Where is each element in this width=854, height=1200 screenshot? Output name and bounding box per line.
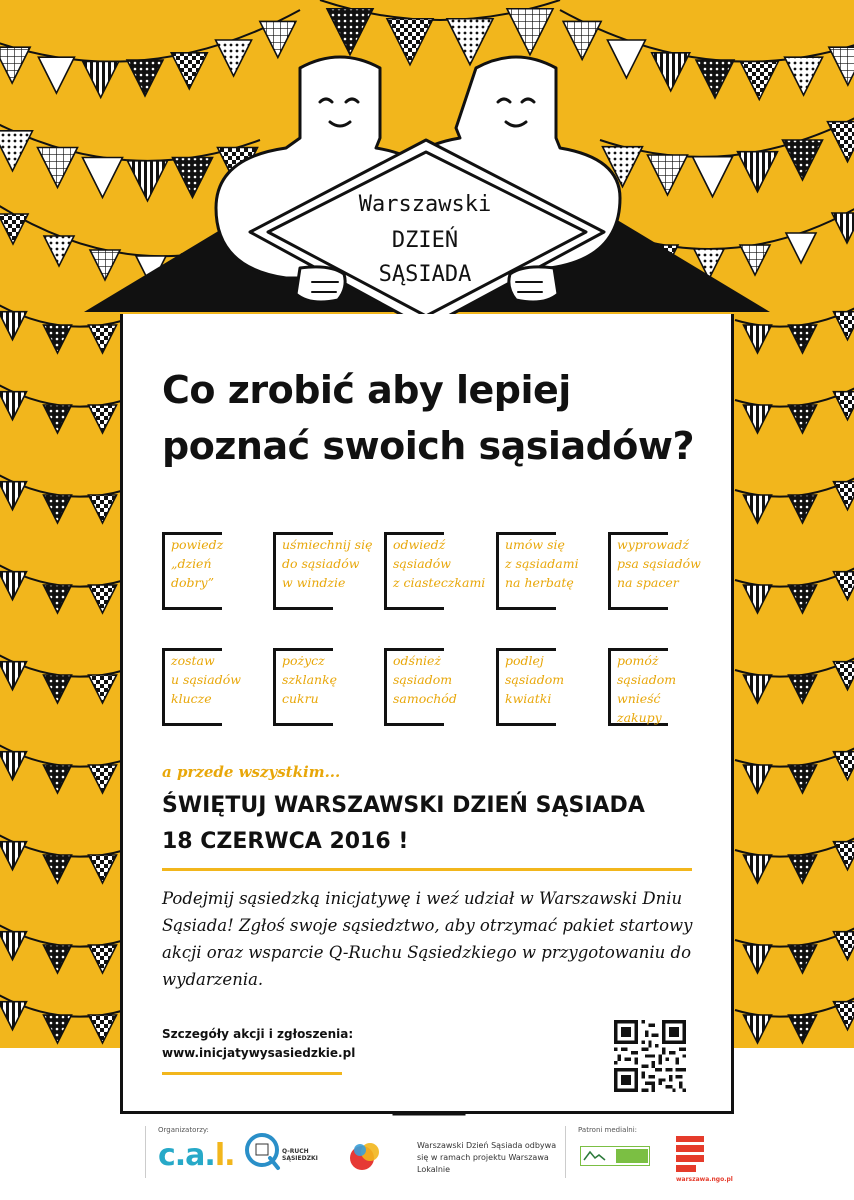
tip-text: odśnież sąsiadom samochód bbox=[393, 653, 457, 706]
bunting-pennant bbox=[0, 131, 33, 171]
bunting-pennant bbox=[89, 325, 117, 353]
details-block bbox=[162, 1025, 355, 1063]
bunting-pennant bbox=[786, 233, 816, 263]
bunting-pennant bbox=[789, 325, 817, 353]
sign-line-1: Warszawski bbox=[358, 192, 492, 217]
details-underline bbox=[162, 1072, 342, 1075]
bunting-pennant bbox=[744, 855, 772, 883]
bunting-pennant bbox=[563, 21, 601, 59]
tip-text: zostaw u sąsiadów klucze bbox=[171, 653, 241, 706]
footer-note: Warszawski Dzień Sąsiada odbywa się w ramach projektu Warszawa Lokalnie bbox=[417, 1141, 557, 1174]
bunting-pennant bbox=[89, 585, 117, 613]
bunting-pennant bbox=[744, 765, 772, 793]
bunting-pennant bbox=[260, 21, 296, 57]
bunting-pennant bbox=[834, 482, 854, 510]
bunting-pennant bbox=[89, 1015, 117, 1043]
footer-divider bbox=[145, 1126, 146, 1178]
bunting-pennant bbox=[447, 19, 493, 65]
bunting-pennant bbox=[0, 47, 30, 83]
tip-item bbox=[496, 532, 606, 612]
bunting-pennant bbox=[740, 61, 778, 99]
bunting-pennant bbox=[783, 140, 823, 180]
bunting-pennant bbox=[83, 61, 119, 97]
tip-item bbox=[273, 648, 383, 728]
bunting-pennant bbox=[171, 53, 207, 89]
bunting-pennant bbox=[696, 60, 734, 98]
bunting-pennant bbox=[44, 1015, 72, 1043]
ngo-logo-text: warszawa.ngo.pl bbox=[676, 1176, 733, 1183]
celebrate-line-2: 18 CZERWCA 2016 ! bbox=[162, 829, 409, 854]
tip-text: powiedz „dzień dobry” bbox=[171, 537, 224, 590]
bunting-pennant bbox=[44, 855, 72, 883]
bunting-pennant bbox=[0, 662, 27, 690]
bunting-pennant bbox=[89, 675, 117, 703]
bunting-pennant bbox=[0, 572, 27, 600]
celebrate-heading bbox=[162, 788, 645, 860]
bunting-pennant bbox=[89, 405, 117, 433]
bunting-pennant bbox=[387, 19, 433, 65]
bunting-pennant bbox=[785, 57, 823, 95]
tip-text: odwiedź sąsiadów z ciasteczkami bbox=[393, 537, 486, 590]
bunting-pennant bbox=[0, 842, 27, 870]
bunting-pennant bbox=[652, 53, 690, 91]
bunting-pennant bbox=[0, 752, 27, 780]
tip-item bbox=[384, 532, 494, 612]
bunting-pennant bbox=[829, 47, 854, 85]
headline bbox=[162, 362, 742, 474]
headline-line-2: poznać swoich sąsiadów? bbox=[162, 424, 695, 468]
bunting-pennant bbox=[744, 1015, 772, 1043]
tip-item bbox=[273, 532, 383, 612]
bunting-pennant bbox=[38, 57, 74, 93]
q-ruch-logo-text: Q-RUCH SĄSIEDZKI bbox=[282, 1148, 318, 1162]
bunting-pennant bbox=[744, 405, 772, 433]
divider bbox=[162, 868, 692, 871]
bunting-pennant bbox=[789, 585, 817, 613]
accent-text: a przede wszystkim... bbox=[162, 763, 341, 781]
bunting-pennant bbox=[789, 495, 817, 523]
q-ruch-logo-icon bbox=[244, 1132, 284, 1172]
tip-item bbox=[496, 648, 606, 728]
warszawa-lokalnie-logo-icon bbox=[348, 1138, 384, 1174]
sign-line-3: SĄSIADA bbox=[378, 262, 472, 287]
bunting-pennant bbox=[607, 40, 645, 78]
bunting-pennant bbox=[744, 495, 772, 523]
bunting-pennant bbox=[744, 585, 772, 613]
logo-cal-main: c.a. bbox=[158, 1138, 215, 1173]
ngo-logo-icon bbox=[676, 1136, 704, 1174]
bunting-pennant bbox=[89, 945, 117, 973]
bunting-pennant bbox=[789, 675, 817, 703]
bunting-pennant bbox=[44, 405, 72, 433]
bunting-pennant bbox=[44, 585, 72, 613]
bunting-pennant bbox=[834, 392, 854, 420]
bunting-pennant bbox=[789, 945, 817, 973]
bunting-pennant bbox=[789, 765, 817, 793]
tip-item bbox=[608, 532, 718, 612]
bunting-pennant bbox=[44, 765, 72, 793]
tip-text: pożycz szklankę cukru bbox=[282, 653, 338, 706]
bunting-pennant bbox=[738, 152, 778, 192]
tip-text: wyprowadź psa sąsiadów na spacer bbox=[617, 537, 701, 590]
bunting-pennant bbox=[90, 250, 120, 280]
bunting-pennant bbox=[507, 9, 553, 55]
tip-text: umów się z sąsiadami na herbatę bbox=[505, 537, 579, 590]
invite-paragraph: Podejmij sąsiedzką inicjatywę i weź udział w Warszawski Dniu Sąsiada! Zgłoś swoje sąsiedztwo, aby otrzymać pakiet startowy akcji oraz wsparcie Q-Ruchu Sąsiedzkiego w przygotowaniu do wydarzenia. bbox=[162, 889, 693, 989]
bunting-pennant bbox=[789, 1015, 817, 1043]
bunting-pennant bbox=[44, 236, 74, 266]
bunting-pennant bbox=[744, 675, 772, 703]
bunting-pennant bbox=[693, 157, 733, 197]
bunting-pennant bbox=[89, 765, 117, 793]
bunting-pennant bbox=[744, 945, 772, 973]
bunting-pennant bbox=[832, 213, 854, 243]
tip-item bbox=[162, 648, 272, 728]
bunting-pennant bbox=[828, 122, 854, 162]
bunting-pennant bbox=[789, 855, 817, 883]
details-url[interactable]: www.inicjatywysasiedzkie.pl bbox=[162, 1046, 356, 1060]
bunting-pennant bbox=[44, 495, 72, 523]
tip-text: uśmiechnij się do sąsiadów w windzie bbox=[282, 537, 373, 590]
bunting-pennant bbox=[173, 158, 213, 198]
bunting-pennant bbox=[648, 155, 688, 195]
bunting-pennant bbox=[834, 932, 854, 960]
bunting-pennant bbox=[44, 675, 72, 703]
tip-item bbox=[608, 648, 718, 728]
sign-line-2: DZIEŃ bbox=[391, 228, 459, 253]
bunting-pennant bbox=[89, 855, 117, 883]
bunting-pennant bbox=[0, 932, 27, 960]
celebrate-line-1: ŚWIĘTUJ WARSZAWSKI DZIEŃ SĄSIADA bbox=[162, 793, 645, 818]
bunting-pennant bbox=[834, 1002, 854, 1030]
bunting-pennant bbox=[0, 392, 27, 420]
bunting-pennant bbox=[834, 752, 854, 780]
bunting-pennant bbox=[834, 312, 854, 340]
logo-cal bbox=[158, 1138, 235, 1173]
bunting-pennant bbox=[83, 158, 123, 198]
bunting-pennant bbox=[44, 325, 72, 353]
bunting-pennant bbox=[0, 214, 28, 244]
bunting-pennant bbox=[216, 40, 252, 76]
bunting-pennant bbox=[740, 245, 770, 275]
headline-line-1: Co zrobić aby lepiej bbox=[162, 368, 571, 412]
bunting-pennant bbox=[834, 662, 854, 690]
bunting-pennant bbox=[44, 945, 72, 973]
bunting-pennant bbox=[89, 495, 117, 523]
tip-text: podlej sąsiadom kwiatki bbox=[505, 653, 565, 706]
bunting-pennant bbox=[834, 842, 854, 870]
bunting-pennant bbox=[127, 60, 163, 96]
organizers-label: Organizatorzy: bbox=[158, 1126, 209, 1134]
logo-cal-accent: l. bbox=[214, 1138, 235, 1173]
bunting-pennant bbox=[0, 312, 27, 340]
tip-item bbox=[162, 532, 272, 612]
bunting-pennant bbox=[789, 405, 817, 433]
tip-text: pomóż sąsiadom wnieść zakupy bbox=[617, 653, 677, 725]
bunting-pennant bbox=[744, 325, 772, 353]
tip-item bbox=[384, 648, 494, 728]
media-patrons-label: Patroni medialni: bbox=[578, 1126, 638, 1134]
bunting-pennant bbox=[128, 161, 168, 201]
qr-code[interactable] bbox=[614, 1020, 686, 1092]
details-label: Szczegóły akcji i zgłoszenia: bbox=[162, 1027, 354, 1041]
bunting-pennant bbox=[327, 9, 373, 55]
bunting-pennant bbox=[0, 482, 27, 510]
media-patron-logo bbox=[580, 1146, 650, 1166]
bunting-pennant bbox=[38, 148, 78, 188]
bunting-pennant bbox=[834, 572, 854, 600]
bunting-pennant bbox=[0, 1002, 27, 1030]
